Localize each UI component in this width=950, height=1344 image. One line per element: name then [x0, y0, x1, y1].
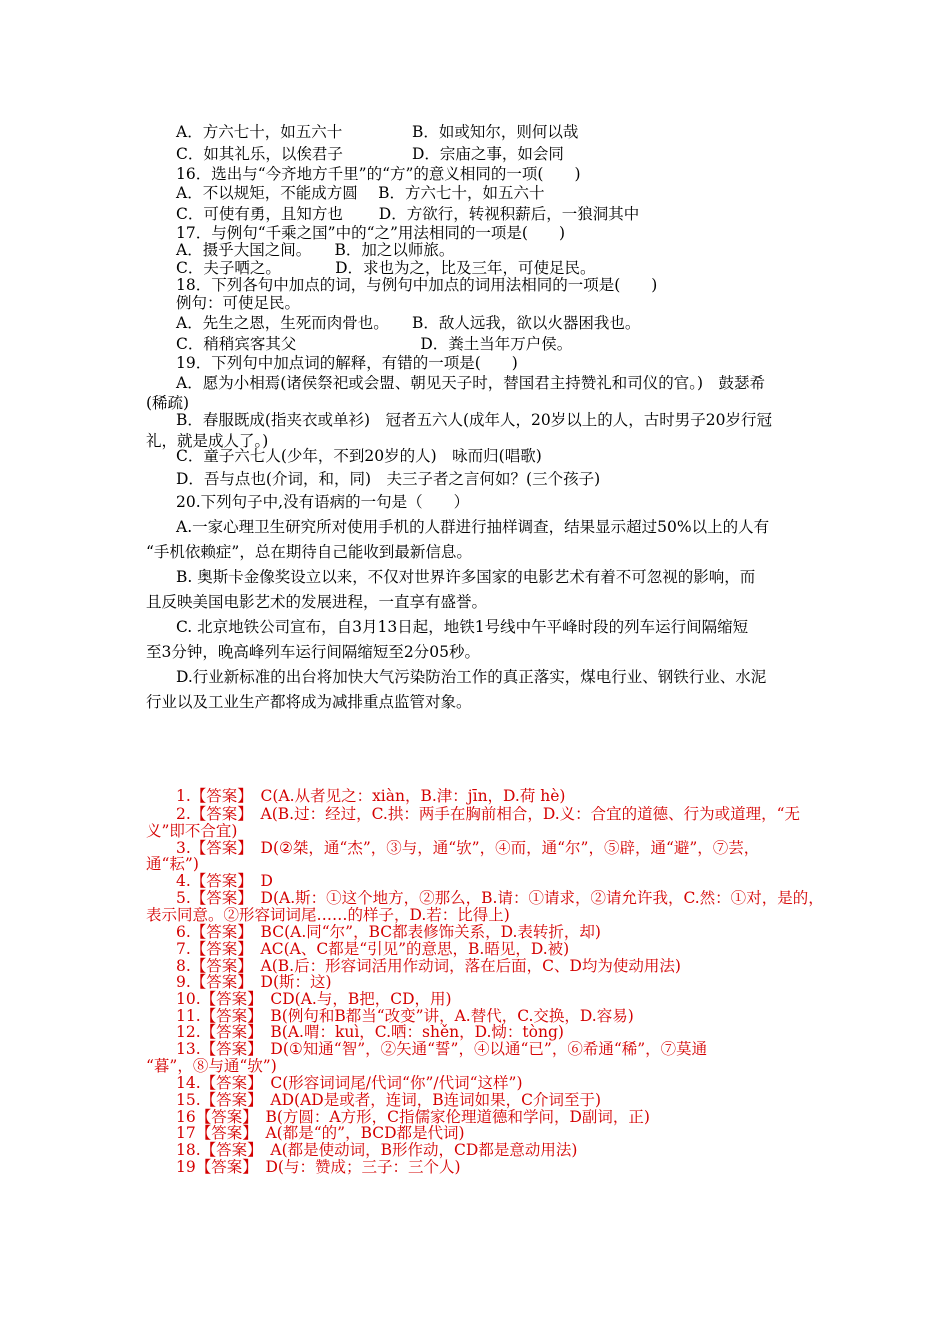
answer-line: 2.【答案】 A(B.过：经过，C.拱：两手在胸前相合，D.义：合宜的道德、行为或道理，“无 [176, 805, 801, 823]
q18-stem: 18．下列各句中加点的词，与例句中加点的词用法相同的一项是( ) [176, 276, 658, 294]
q17-options-ab: A．摄乎大国之间。 B．加之以师旅。 [176, 241, 455, 259]
q16-stem: 16．选出与“今齐地方千里”的“方”的意义相同的一项( ) [176, 165, 581, 183]
q19-option-a: A．愿为小相焉(诸侯祭祀或会盟、朝见天子时，替国君主持赞礼和司仪的官。) 鼓瑟希 [176, 374, 766, 392]
q16-options-ab: A．不以规矩，不能成方圆 B．方六七十，如五六十 [176, 184, 545, 202]
q20-option-c-cont: 至3分钟，晚高峰列车运行间隔缩短至2分05秒。 [146, 643, 480, 661]
answer-line: 4.【答案】 D [176, 872, 273, 890]
q18-options-ab: A．先生之恩，生死而肉骨也。 B．敌人远我，欲以火器困我也。 [176, 314, 641, 332]
answer-line: 通“耘”) [146, 855, 199, 873]
q20-stem: 20.下列句子中,没有语病的一句是（ ） [176, 493, 470, 511]
q15-option-a: A．方六七十，如五六十 [176, 123, 343, 141]
q18-example: 例句：可使足民。 [176, 294, 301, 312]
q19-option-c: C．童子六七人(少年，不到20岁的人) 咏而归(唱歌) [176, 447, 542, 465]
answer-line: 7.【答案】 AC(A、C都是“引见”的意思，B.晤见，D.被) [176, 940, 570, 958]
answer-line: 18.【答案】 A(都是使动词，B形作动，CD都是意动用法) [176, 1141, 578, 1159]
answer-line: 1.【答案】 C(A.从者见之：xiàn，B.津：jīn，D.荷 hè) [176, 787, 566, 805]
q15-option-d: D．宗庙之事，如会同 [412, 145, 564, 163]
q19-option-d: D．吾与点也(介词，和，同) 夫三子者之言何如？(三个孩子) [176, 470, 601, 488]
answer-line: 17【答案】 A(都是“的”，BCD都是代词) [176, 1124, 465, 1142]
q19-option-a-cont: (稀疏) [146, 394, 190, 412]
q19-stem: 19．下列句中加点词的解释，有错的一项是( ) [176, 354, 518, 372]
q20-option-d: D.行业新标准的出台将加快大气污染防治工作的真正落实，煤电行业、钢铁行业、水泥 [176, 668, 767, 686]
answer-line: 15.【答案】 AD(AD是或者，连词，B连词如果，C介词至于) [176, 1091, 601, 1109]
answer-line: 9.【答案】 D(斯：这) [176, 973, 332, 991]
answer-line: 11.【答案】 B(例句和B都当“改变”讲，A.替代，C.交换，D.容易) [176, 1007, 634, 1025]
q15-option-b: B．如或知尔，则何以哉 [412, 123, 579, 141]
answer-line: “暮”，⑧与通“欤”) [146, 1057, 277, 1075]
answer-line: 5.【答案】 D(A.斯：①这个地方，②那么，B.请：①请求，②请允许我，C.然：①对，是的， [176, 889, 824, 907]
q19-option-b: B．春服既成(指夹衣或单衫) 冠者五六人(成年人，20岁以上的人，古时男子20岁行冠 [176, 411, 772, 429]
q20-option-b: B. 奥斯卡金像奖设立以来，不仅对世界许多国家的电影艺术有着不可忽视的影响，而 [176, 568, 756, 586]
q20-option-b-cont: 且反映美国电影艺术的发展进程，一直享有盛誉。 [146, 593, 488, 611]
answer-line: 义”即不合宜) [146, 822, 238, 840]
q20-option-c: C. 北京地铁公司宣布，自3月13日起，地铁1号线中午平峰时段的列车运行间隔缩短 [176, 618, 749, 636]
answer-line: 6.【答案】 BC(A.同“尔”，BC都表修饰关系，D.表转折，却) [176, 923, 601, 941]
answer-line: 8.【答案】 A(B.后：形容词活用作动词，落在后面，C、D均为使动用法) [176, 957, 681, 975]
q16-options-cd: C．可使有勇，且知方也 D．方欲行，转视积薪后，一狼洞其中 [176, 205, 640, 223]
q20-option-a: A.一家心理卫生研究所对使用手机的人群进行抽样调查，结果显示超过50%以上的人有 [176, 518, 770, 536]
q19-option-b-cont: 礼，就是成人了。) [146, 432, 269, 450]
answer-line: 12.【答案】 B(A.喟：kuì，C.哂：shěn，D.恸：tòng) [176, 1023, 564, 1041]
q20-option-d-cont: 行业以及工业生产都将成为减排重点监管对象。 [146, 693, 472, 711]
q17-options-cd: C．夫子哂之。 D．求也为之，比及三年，可使足民。 [176, 259, 596, 277]
q17-stem: 17．与例句“千乘之国”中的“之”用法相同的一项是( ) [176, 224, 566, 242]
answer-line: 14.【答案】 C(形容词词尾/代词“你”/代词“这样”) [176, 1074, 523, 1092]
answer-line: 19【答案】 D(与：赞成；三子：三个人) [176, 1158, 461, 1176]
answer-line: 3.【答案】 D(②桀，通“杰”，③与，通“欤”，④而，通“尔”，⑤辟，通“避”，⑦芸， [176, 839, 760, 857]
q20-option-a-cont: “手机依赖症”，总在期待自己能收到最新信息。 [146, 543, 472, 561]
q15-option-c: C．如其礼乐，以俟君子 [176, 145, 343, 163]
answer-line: 10.【答案】 CD(A.与，B把，CD，用) [176, 990, 452, 1008]
answer-line: 16【答案】 B(方圆：A方形，C指儒家伦理道德和学问，D副词，正) [176, 1108, 650, 1126]
q18-options-cd: C．稍稍宾客其父 D．粪土当年万户侯。 [176, 335, 573, 353]
answer-line: 表示同意。②形容词词尾……的样子，D.若：比得上) [146, 906, 510, 924]
answer-line: 13.【答案】 D(①知通“智”，②矢通“誓”，④以通“已”，⑥希通“稀”，⑦莫通 [176, 1040, 708, 1058]
